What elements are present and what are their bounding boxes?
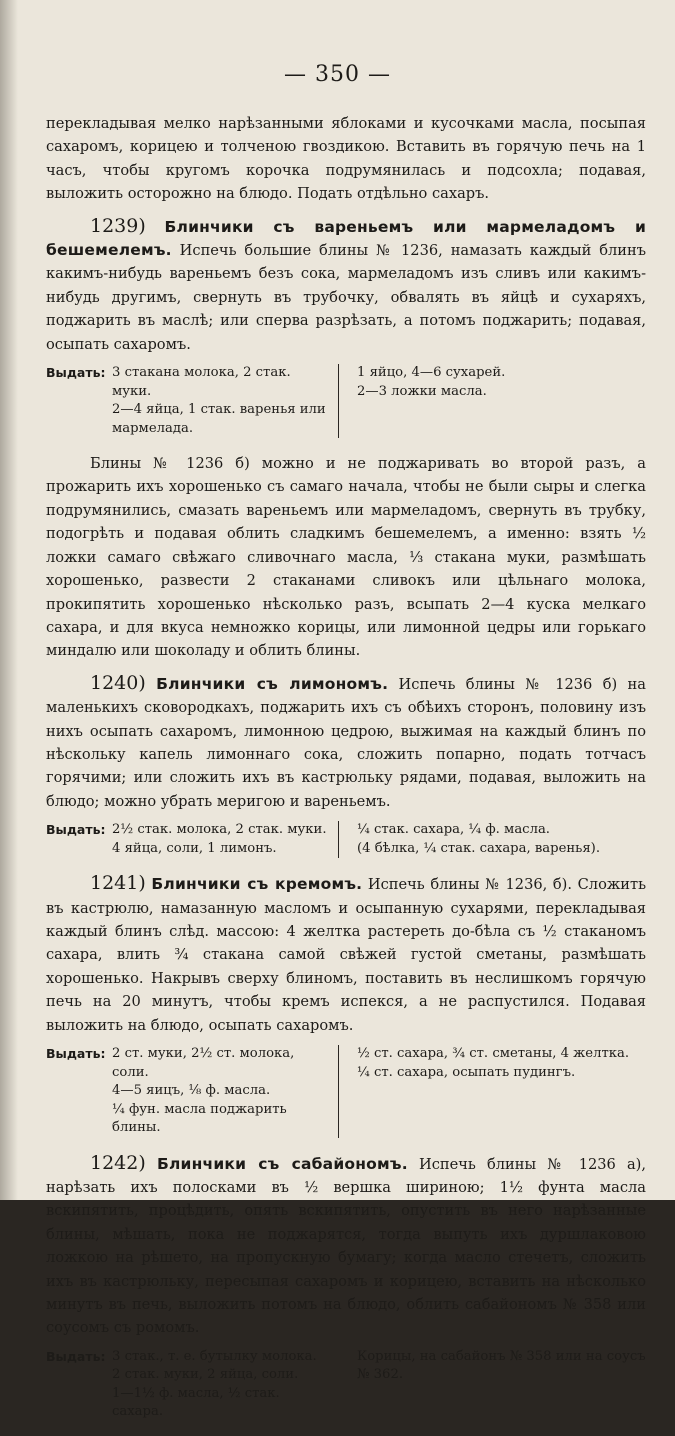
yield-left-column xyxy=(112,1045,338,1138)
recipe-title: Блинчики съ сабайономъ. xyxy=(156,1154,408,1173)
yield-line: 2—3 ложки масла. xyxy=(357,383,487,399)
recipe-1239 xyxy=(46,215,646,663)
yield-left-column xyxy=(112,1348,338,1422)
page-gutter-shadow xyxy=(0,0,18,1200)
yield-line: Корицы, на сабайонъ № 358 или на соусъ xyxy=(357,1348,646,1364)
yield-right-column xyxy=(338,364,646,438)
yield-right-column xyxy=(338,821,646,858)
yield-line: (4 бѣлка, ¼ стак. сахара, варенья). xyxy=(357,840,601,856)
yield-line: 2½ стак. молока, 2 стак. муки. xyxy=(112,822,327,838)
yield-line: ¼ стак. сахара, ¼ ф. масла. xyxy=(357,822,550,838)
yield-right-column xyxy=(338,1348,646,1422)
recipe-text: Испечь блины № 1236 а), нарѣзать ихъ полосками въ ½ вершка шириною; 1½ фунта масла вскипятить, процѣдить, опять вскипятить, опустить въ него нарѣзанные блины, мѣшать, пока не поджарятся, тогда выпуть ихъ дуршлаковою ложкою на рѣшето, на пропускную бумагу; когда масло стечетъ, сложить ихъ въ кастрюльку, пересыпая сахаромъ и корицею, вставить на нѣсколько минутъ въ печь, выложить потомъ на блюдо, облить сабайономъ № 358 или соусомъ съ ромомъ. xyxy=(46,1155,647,1337)
yield-label: Выдать: xyxy=(46,822,106,838)
yield-line: 2 ст. муки, 2½ ст. молока, соли. xyxy=(112,1046,295,1080)
yield-line: ¼ фун. масла поджарить блины. xyxy=(112,1101,287,1135)
recipe-1242 xyxy=(46,1152,646,1422)
yield-line: 1 яйцо, 4—6 сухарей. xyxy=(357,365,506,381)
yield-label: Выдать: xyxy=(46,365,106,381)
recipe-paragraph xyxy=(46,672,646,813)
yield-left-column xyxy=(112,821,338,858)
recipe-text: Испечь блины № 1236, б). Сложить въ кастрюлю, намазанную масломъ и осыпанную сухарями, перекладывая каждый блинъ слѣд. массою: 4 желтка растереть до-бѣла съ ½ стаканомъ сахара, влить ¾ стакана самой свѣжей густой сметаны, размѣшать хорошенько. Накрывъ сверху блиномъ, поставить въ неслишкомъ горячую печь на 20 минутъ, чтобы кремъ испекся, а не распустился. Подавая выложить на блюдо, осыпать сахаромъ. xyxy=(46,876,647,1034)
yield-block xyxy=(46,364,646,438)
yield-line: 3 стак., т. е. бутылку молока. xyxy=(112,1348,317,1364)
yield-line: ½ ст. сахара, ¾ ст. сметаны, 4 желтка. xyxy=(357,1046,630,1061)
page-number: — 350 — xyxy=(284,62,391,87)
recipe-1240 xyxy=(46,672,646,858)
yield-left-column xyxy=(112,364,338,438)
yield-block xyxy=(46,821,646,858)
recipe-number: 1239) xyxy=(90,214,146,237)
yield-line: 4 яйца, соли, 1 лимонъ. xyxy=(112,840,277,856)
recipe-note: Блины № 1236 б) можно и не поджаривать во второй разъ, а прожарить ихъ хорошенько съ самаго начала, чтобы не были сыры и слегка подрумянились, смазать вареньемъ или мармеладомъ, свернуть въ трубку, подогрѣть и подавая облить сладкимъ бешемелемъ, а именно: взять ½ ложки самаго свѣжаго сливочнаго масла, ⅓ стакана муки, размѣшать хорошенько, развести 2 стаканами сливокъ или цѣльнаго молока, прокипятить хорошенько нѣсколько разъ, всыпать 2—4 куска мелкаго сахара, и для вкуса немножко корицы, или лимонной цедры или горькаго миндалю или шоколаду и облить блины. xyxy=(46,455,646,660)
page-content xyxy=(46,112,646,1436)
recipe-number: 1242) xyxy=(90,1151,146,1174)
yield-line: мармелада. xyxy=(112,420,194,436)
yield-block xyxy=(46,1348,646,1422)
yield-line: 1—1½ ф. масла, ½ стак. сахара. xyxy=(112,1385,280,1420)
recipe-title: Блинчики съ вареньемъ или мармеладомъ и бешемелемъ. xyxy=(46,217,647,260)
yield-label: Выдать: xyxy=(46,1348,106,1364)
recipe-text: Испечь большие блины № 1236, намазать каждый блинъ какимъ-нибудь вареньемъ безъ сока, мармеладомъ изъ сливъ или какимъ-нибудь другимъ, свернуть въ трубочку, обвалять въ яйцѣ и сухаряхъ, поджарить въ маслѣ; или сперва разрѣзать, а потомъ поджарить; подавая, осыпать сахаромъ. xyxy=(46,242,647,353)
recipe-text: Испечь блины № 1236 б) на маленькихъ сковородкахъ, поджарить ихъ съ обѣихъ сторонъ, половину изъ нихъ осыпать сахаромъ, лимонною цедрою, выжимая на каждый блинъ по нѣскольку капель лимоннаго сока, сложить попарно, подать тотчасъ горячими; или сложить ихъ въ кастрюльку рядами, подавая, выложить на блюдо; можно убрать меригою и вареньемъ. xyxy=(46,675,646,810)
yield-block xyxy=(46,1045,646,1138)
recipe-1241 xyxy=(46,872,646,1137)
yield-line: 4—5 яицъ, ⅛ ф. масла. xyxy=(112,1083,271,1098)
yield-right-column xyxy=(338,1045,646,1138)
recipe-number: 1240) xyxy=(90,671,146,694)
yield-line: 2 стак. муки, 2 яйца, соли. xyxy=(112,1367,299,1383)
recipe-paragraph xyxy=(46,872,646,1037)
recipe-title: Блинчики съ лимономъ. xyxy=(156,674,389,693)
recipe-title: Блинчики съ кремомъ. xyxy=(151,875,363,894)
yield-line: № 362. xyxy=(357,1367,404,1383)
intro-paragraph: перекладывая мелко нарѣзанными яблоками и кусочками масла, посыпая сахаромъ, корицею и толченою гвоздикою. Вставить въ горячую печь на 1 часъ, чтобы кругомъ корочка подрумянилась и подсохла; подавая, выложить осторожно на блюдо. Подать отдѣльно сахаръ. xyxy=(46,115,646,203)
recipe-paragraph xyxy=(46,1152,646,1340)
yield-line: 2—4 яйца, 1 стак. варенья или xyxy=(112,402,326,418)
yield-line: 3 стакана молока, 2 стак. муки. xyxy=(112,365,291,399)
recipe-number: 1241) xyxy=(90,872,146,895)
recipe-paragraph xyxy=(46,215,646,356)
yield-line: ¼ ст. сахара, осыпать пудингъ. xyxy=(357,1064,576,1080)
yield-label: Выдать: xyxy=(46,1046,106,1061)
